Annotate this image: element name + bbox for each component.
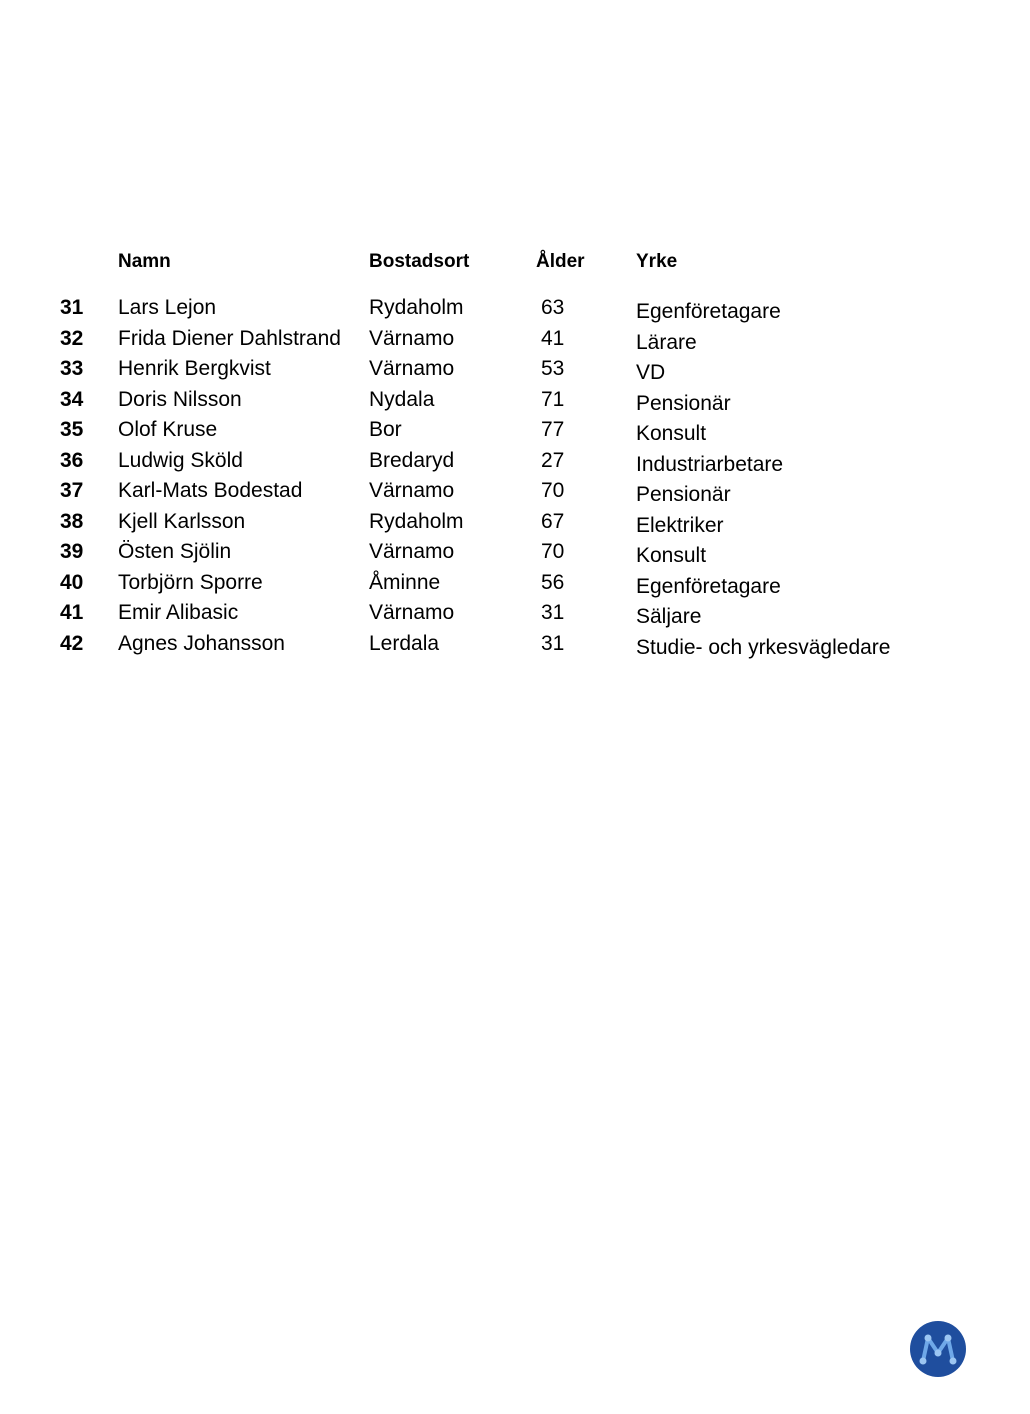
row-age: 77 (541, 418, 565, 441)
table-row (0, 327, 1030, 358)
row-number: 38 (60, 509, 84, 533)
row-number: 37 (60, 479, 84, 502)
table-row (0, 357, 1030, 388)
row-name: Lars Lejon (118, 296, 217, 319)
row-name: Östen Sjölin (118, 540, 232, 563)
row-name: Frida Diener Dahlstrand (118, 326, 341, 350)
table-row (0, 296, 1030, 327)
table-row (0, 571, 1030, 602)
row-name: Kjell Karlsson (118, 509, 246, 533)
row-number: 40 (60, 570, 84, 594)
row-city: Åminne (369, 570, 441, 594)
table-row (0, 601, 1030, 632)
party-logo-icon (909, 1320, 967, 1378)
header-job: Yrke (636, 251, 678, 272)
row-job: Studie- och yrkesvägledare (636, 635, 891, 659)
row-age: 70 (541, 540, 565, 563)
row-city: Värnamo (369, 326, 455, 350)
row-job: Konsult (636, 422, 707, 445)
row-job: VD (636, 361, 666, 384)
row-job: Säljare (636, 605, 702, 628)
row-age: 27 (541, 448, 565, 472)
row-job: Pensionär (636, 391, 731, 415)
table-header (0, 251, 1030, 275)
row-age: 41 (541, 326, 565, 350)
row-city: Värnamo (369, 357, 455, 380)
row-number: 31 (60, 296, 84, 319)
row-number: 33 (60, 357, 84, 380)
row-number: 39 (60, 540, 84, 563)
table-row (0, 540, 1030, 571)
row-city: Bor (369, 418, 402, 441)
row-city: Nydala (369, 387, 435, 411)
row-job: Industriarbetare (636, 452, 784, 476)
header-city: Bostadsort (369, 251, 470, 272)
row-age: 56 (541, 570, 565, 594)
row-name: Torbjörn Sporre (118, 570, 263, 594)
row-number: 42 (60, 631, 84, 655)
row-job: Konsult (636, 544, 707, 567)
header-name: Namn (118, 251, 171, 272)
row-age: 53 (541, 357, 565, 380)
row-job: Egenföretagare (636, 300, 781, 323)
table-row (0, 510, 1030, 541)
row-age: 71 (541, 387, 565, 411)
row-city: Rydaholm (369, 509, 464, 533)
row-age: 70 (541, 479, 565, 502)
row-name: Karl-Mats Bodestad (118, 479, 303, 502)
row-age: 67 (541, 509, 565, 533)
table-body (0, 296, 1030, 662)
row-city: Lerdala (369, 631, 440, 655)
row-name: Henrik Bergkvist (118, 357, 271, 380)
header-age: Ålder (536, 251, 585, 272)
row-name: Emir Alibasic (118, 601, 239, 624)
row-number: 36 (60, 448, 84, 472)
row-city: Rydaholm (369, 296, 464, 319)
row-job: Elektriker (636, 513, 724, 537)
row-age: 31 (541, 631, 565, 655)
row-name: Olof Kruse (118, 418, 218, 441)
table-row (0, 388, 1030, 419)
row-name: Doris Nilsson (118, 387, 242, 411)
row-job: Pensionär (636, 483, 731, 506)
row-number: 34 (60, 387, 84, 411)
table-row (0, 449, 1030, 480)
row-number: 41 (60, 601, 84, 624)
row-number: 32 (60, 326, 84, 350)
row-city: Bredaryd (369, 448, 455, 472)
row-city: Värnamo (369, 479, 455, 502)
row-name: Agnes Johansson (118, 631, 285, 655)
row-age: 63 (541, 296, 565, 319)
row-job: Egenföretagare (636, 574, 781, 598)
table-row (0, 479, 1030, 510)
table-row (0, 418, 1030, 449)
row-age: 31 (541, 601, 565, 624)
row-city: Värnamo (369, 540, 455, 563)
table-row (0, 632, 1030, 663)
row-job: Lärare (636, 330, 697, 354)
row-number: 35 (60, 418, 84, 441)
row-city: Värnamo (369, 601, 455, 624)
row-name: Ludwig Sköld (118, 448, 243, 472)
